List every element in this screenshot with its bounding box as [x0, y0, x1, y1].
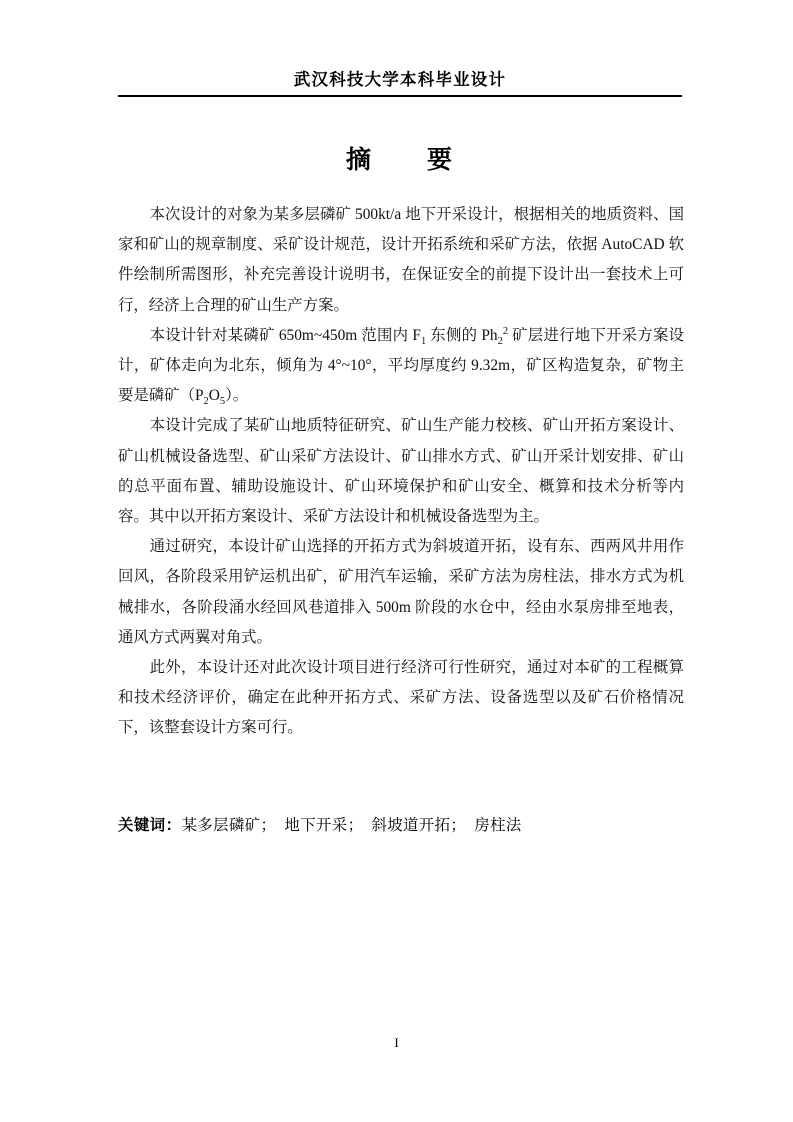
header-divider	[118, 95, 682, 97]
keywords-values: 某多层磷矿； 地下开采； 斜坡道开拓； 房柱法	[181, 817, 522, 834]
page-header	[118, 68, 682, 105]
header-title: 武汉科技大学本科毕业设计	[293, 70, 507, 89]
keywords-label: 关键词：	[118, 817, 182, 834]
paragraph-5: 此外，本设计还对此次设计项目进行经济可行性研究，通过对本矿的工程概算和技术经济评价，确定在此种开拓方式、采矿方法、设备选型以及矿石价格情况下，该整套设计方案可行。	[118, 659, 684, 737]
page-title: 摘 要	[345, 147, 454, 174]
paragraph-2: 本设计针对某磷矿 650m~450m 范围内 $F_1$ 东侧的 $Ph_2^2$ 矿层进行地下开采方案设计，矿体走向为北东，倾角为 4°~10°，平均厚度约 9.32m，矿区构造复杂，矿物主要是磷矿$(P_2O_5)$。	[118, 325, 684, 408]
keywords-line	[118, 812, 684, 840]
paragraph-4: 通过研究，本设计矿山选择的开拓方式为斜坡道开拓，设有东、西两风井用作回风，各阶段采用铲运机出矿，矿用汽车运输，采矿方法为房柱法，排水方式为机械排水，各阶段涌水经回风巷道排入 500m 阶段的水仓中，经由水泵房排至地表，通风方式两翼对角式。	[118, 538, 684, 646]
page-number: I	[394, 1035, 399, 1050]
paragraph-3: 本设计完成了某矿山地质特征研究、矿山生产能力校核、矿山开拓方案设计、矿山机械设备选型、矿山采矿方法设计、矿山排水方式、矿山开采计划安排、矿山的总平面布置、辅助设施设计、矿山环境保护和矿山安全、概算和技术分析等内容。其中以开拓方案设计、采矿方法设计和机械设备选型为主。	[118, 417, 684, 526]
paragraph-1: 本次设计的对象为某多层磷矿 500kt/a 地下开采设计，根据相关的地质资料、国家和矿山的规章制度、采矿设计规范，设计开拓系统和采矿方法，依据 AutoCAD 软件绘制所需图形，补充完善设计说明书，在保证安全的前提下设计出一套技术上可行，经济上合理的矿山生产方案。	[118, 206, 684, 314]
abstract-body	[118, 200, 684, 744]
